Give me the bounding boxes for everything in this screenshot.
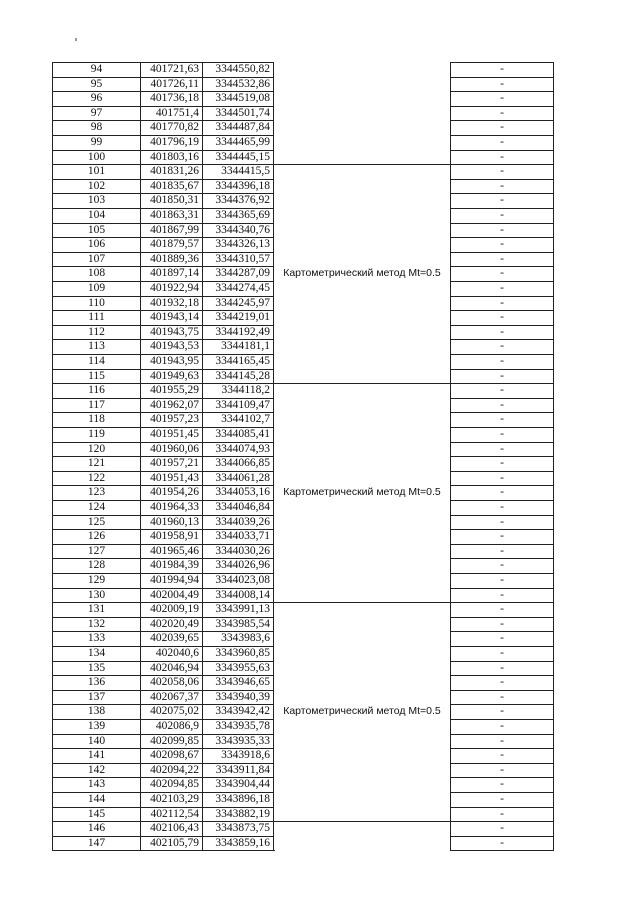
point-number-cell: 143: [52, 777, 140, 792]
note-cell: -: [450, 383, 554, 398]
table-row: [0, 77, 639, 92]
x-coordinate-cell: 401955,29: [140, 383, 202, 398]
y-coordinate-cell: 3344519,08: [202, 91, 274, 106]
y-coordinate-cell: 3344465,99: [202, 135, 274, 150]
x-coordinate-cell: 401721,63: [140, 62, 202, 77]
y-coordinate-cell: 3344053,16: [202, 485, 274, 500]
method-label: Картометрический метод Mt=0.5: [283, 705, 441, 718]
note-cell: -: [450, 602, 554, 617]
x-coordinate-cell: 401962,07: [140, 398, 202, 413]
y-coordinate-cell: 3344550,82: [202, 62, 274, 77]
point-number-cell: 98: [52, 120, 140, 135]
note-cell: -: [450, 223, 554, 238]
note-cell: -: [450, 398, 554, 413]
note-cell: -: [450, 617, 554, 632]
x-coordinate-cell: 402046,94: [140, 661, 202, 676]
x-coordinate-cell: 402103,29: [140, 792, 202, 807]
note-cell: -: [450, 675, 554, 690]
point-number-cell: 145: [52, 807, 140, 822]
x-coordinate-cell: 401958,91: [140, 529, 202, 544]
table-row: [0, 383, 639, 398]
x-coordinate-cell: 402020,49: [140, 617, 202, 632]
x-coordinate-cell: 401994,94: [140, 573, 202, 588]
note-cell: -: [450, 442, 554, 457]
table-row: [0, 602, 639, 617]
x-coordinate-cell: 401957,23: [140, 412, 202, 427]
x-coordinate-cell: 402009,19: [140, 602, 202, 617]
note-cell: -: [450, 325, 554, 340]
y-coordinate-cell: 3344415,5: [202, 164, 274, 179]
note-cell: -: [450, 179, 554, 194]
table-row: [0, 369, 639, 384]
point-number-cell: 101: [52, 164, 140, 179]
x-coordinate-cell: 402112,54: [140, 807, 202, 822]
note-cell: -: [450, 573, 554, 588]
point-number-cell: 120: [52, 442, 140, 457]
point-number-cell: 129: [52, 573, 140, 588]
point-number-cell: 109: [52, 281, 140, 296]
point-number-cell: 132: [52, 617, 140, 632]
y-coordinate-cell: 3343904,44: [202, 777, 274, 792]
note-cell: -: [450, 208, 554, 223]
point-number-cell: 103: [52, 193, 140, 208]
group-separator: [274, 164, 450, 165]
point-number-cell: 125: [52, 515, 140, 530]
note-cell: -: [450, 704, 554, 719]
x-coordinate-cell: 402106,43: [140, 821, 202, 836]
y-coordinate-cell: 3343935,78: [202, 719, 274, 734]
point-number-cell: 121: [52, 456, 140, 471]
x-coordinate-cell: 401951,43: [140, 471, 202, 486]
y-coordinate-cell: 3343960,85: [202, 646, 274, 661]
table-row: [0, 296, 639, 311]
point-number-cell: 108: [52, 266, 140, 281]
y-coordinate-cell: 3344181,1: [202, 339, 274, 354]
note-cell: -: [450, 412, 554, 427]
x-coordinate-cell: 401796,19: [140, 135, 202, 150]
table-row: [0, 836, 639, 851]
note-cell: -: [450, 427, 554, 442]
point-number-cell: 106: [52, 237, 140, 252]
y-coordinate-cell: 3344085,41: [202, 427, 274, 442]
x-coordinate-cell: 402039,65: [140, 631, 202, 646]
x-coordinate-cell: 401803,16: [140, 150, 202, 165]
x-coordinate-cell: 402004,49: [140, 588, 202, 603]
point-number-cell: 94: [52, 62, 140, 77]
table-row: [0, 821, 639, 836]
x-coordinate-cell: 401964,33: [140, 500, 202, 515]
x-coordinate-cell: 401770,82: [140, 120, 202, 135]
note-cell: -: [450, 120, 554, 135]
y-coordinate-cell: 3344245,97: [202, 296, 274, 311]
y-coordinate-cell: 3344066,85: [202, 456, 274, 471]
table-row: [0, 412, 639, 427]
x-coordinate-cell: 402067,37: [140, 690, 202, 705]
note-cell: -: [450, 631, 554, 646]
point-number-cell: 114: [52, 354, 140, 369]
y-coordinate-cell: 3344118,2: [202, 383, 274, 398]
x-coordinate-cell: 402094,22: [140, 763, 202, 778]
table-bottom-border: [52, 850, 275, 851]
point-number-cell: 110: [52, 296, 140, 311]
x-coordinate-cell: 401736,18: [140, 91, 202, 106]
point-number-cell: 116: [52, 383, 140, 398]
note-cell: -: [450, 515, 554, 530]
point-number-cell: 99: [52, 135, 140, 150]
note-cell: -: [450, 135, 554, 150]
table-row: [0, 208, 639, 223]
table-row: [0, 617, 639, 632]
point-number-cell: 119: [52, 427, 140, 442]
note-cell: -: [450, 529, 554, 544]
point-number-cell: 124: [52, 500, 140, 515]
note-cell: -: [450, 296, 554, 311]
y-coordinate-cell: 3344145,28: [202, 369, 274, 384]
y-coordinate-cell: 3344008,14: [202, 588, 274, 603]
y-coordinate-cell: 3344030,26: [202, 544, 274, 559]
note-cell: -: [450, 836, 554, 851]
point-number-cell: 127: [52, 544, 140, 559]
point-number-cell: 95: [52, 77, 140, 92]
x-coordinate-cell: 401960,06: [140, 442, 202, 457]
point-number-cell: 111: [52, 310, 140, 325]
table-row: [0, 120, 639, 135]
table-row: [0, 471, 639, 486]
y-coordinate-cell: 3344340,76: [202, 223, 274, 238]
table-row: [0, 135, 639, 150]
note-cell: -: [450, 646, 554, 661]
point-number-cell: 133: [52, 631, 140, 646]
point-number-cell: 123: [52, 485, 140, 500]
point-number-cell: 97: [52, 106, 140, 121]
point-number-cell: 137: [52, 690, 140, 705]
table-row: [0, 529, 639, 544]
note-cell: -: [450, 310, 554, 325]
table-row: [0, 223, 639, 238]
point-number-cell: 136: [52, 675, 140, 690]
note-cell: -: [450, 558, 554, 573]
note-cell: -: [450, 369, 554, 384]
y-coordinate-cell: 3343983,6: [202, 631, 274, 646]
y-coordinate-cell: 3344033,71: [202, 529, 274, 544]
point-number-cell: 134: [52, 646, 140, 661]
x-coordinate-cell: 401889,36: [140, 252, 202, 267]
y-coordinate-cell: 3343991,13: [202, 602, 274, 617]
table-row: [0, 631, 639, 646]
y-coordinate-cell: 3344445,15: [202, 150, 274, 165]
y-coordinate-cell: 3343942,42: [202, 704, 274, 719]
y-coordinate-cell: 3344287,09: [202, 266, 274, 281]
y-coordinate-cell: 3343946,65: [202, 675, 274, 690]
point-number-cell: 96: [52, 91, 140, 106]
x-coordinate-cell: 401831,26: [140, 164, 202, 179]
x-coordinate-cell: 401943,53: [140, 339, 202, 354]
point-number-cell: 142: [52, 763, 140, 778]
point-number-cell: 141: [52, 748, 140, 763]
x-coordinate-cell: 401751,4: [140, 106, 202, 121]
x-coordinate-cell: 401965,46: [140, 544, 202, 559]
note-cell: -: [450, 719, 554, 734]
y-coordinate-cell: 3344501,74: [202, 106, 274, 121]
point-number-cell: 107: [52, 252, 140, 267]
point-number-cell: 112: [52, 325, 140, 340]
table-row: [0, 325, 639, 340]
table-row: [0, 427, 639, 442]
x-coordinate-cell: 402086,9: [140, 719, 202, 734]
point-number-cell: 146: [52, 821, 140, 836]
table-row: [0, 193, 639, 208]
table-row: [0, 164, 639, 179]
note-cell: -: [450, 471, 554, 486]
y-coordinate-cell: 3343911,84: [202, 763, 274, 778]
note-cell: -: [450, 252, 554, 267]
y-coordinate-cell: 3344026,96: [202, 558, 274, 573]
point-number-cell: 100: [52, 150, 140, 165]
note-cell: -: [450, 485, 554, 500]
x-coordinate-cell: 401863,31: [140, 208, 202, 223]
note-cell: -: [450, 339, 554, 354]
table-row: [0, 807, 639, 822]
y-coordinate-cell: 3344046,84: [202, 500, 274, 515]
table-row: [0, 748, 639, 763]
point-number-cell: 115: [52, 369, 140, 384]
table-row: [0, 398, 639, 413]
table-row: [0, 573, 639, 588]
table-row: [0, 558, 639, 573]
table-bottom-border: [450, 850, 554, 851]
point-number-cell: 130: [52, 588, 140, 603]
note-cell: -: [450, 690, 554, 705]
x-coordinate-cell: 402040,6: [140, 646, 202, 661]
x-coordinate-cell: 401922,94: [140, 281, 202, 296]
point-number-cell: 122: [52, 471, 140, 486]
note-cell: -: [450, 544, 554, 559]
y-coordinate-cell: 3344074,93: [202, 442, 274, 457]
y-coordinate-cell: 3343873,75: [202, 821, 274, 836]
x-coordinate-cell: 401957,21: [140, 456, 202, 471]
table-row: [0, 91, 639, 106]
note-cell: -: [450, 821, 554, 836]
x-coordinate-cell: 401943,14: [140, 310, 202, 325]
note-cell: -: [450, 354, 554, 369]
point-number-cell: 102: [52, 179, 140, 194]
table-row: [0, 515, 639, 530]
y-coordinate-cell: 3344274,45: [202, 281, 274, 296]
y-coordinate-cell: 3343882,19: [202, 807, 274, 822]
table-row: [0, 442, 639, 457]
y-coordinate-cell: 3344376,92: [202, 193, 274, 208]
y-coordinate-cell: 3344396,18: [202, 179, 274, 194]
y-coordinate-cell: 3343896,18: [202, 792, 274, 807]
x-coordinate-cell: 402094,85: [140, 777, 202, 792]
table-row: [0, 150, 639, 165]
note-cell: -: [450, 193, 554, 208]
x-coordinate-cell: 401867,99: [140, 223, 202, 238]
note-cell: -: [450, 807, 554, 822]
note-cell: -: [450, 777, 554, 792]
point-number-cell: 118: [52, 412, 140, 427]
note-cell: -: [450, 500, 554, 515]
y-coordinate-cell: 3343985,54: [202, 617, 274, 632]
group-separator: [274, 602, 450, 603]
table-row: [0, 500, 639, 515]
y-coordinate-cell: 3344532,86: [202, 77, 274, 92]
x-coordinate-cell: 401897,14: [140, 266, 202, 281]
table-row: [0, 281, 639, 296]
note-cell: -: [450, 106, 554, 121]
y-coordinate-cell: 3343940,39: [202, 690, 274, 705]
table-row: [0, 792, 639, 807]
x-coordinate-cell: 402098,67: [140, 748, 202, 763]
group-separator: [274, 821, 450, 822]
table-row: [0, 339, 639, 354]
table-row: [0, 588, 639, 603]
note-cell: -: [450, 91, 554, 106]
table-row: [0, 456, 639, 471]
note-cell: -: [450, 734, 554, 749]
x-coordinate-cell: 402058,06: [140, 675, 202, 690]
point-number-cell: 131: [52, 602, 140, 617]
y-coordinate-cell: 3344023,08: [202, 573, 274, 588]
table-row: [0, 106, 639, 121]
x-coordinate-cell: 402075,02: [140, 704, 202, 719]
table-row: [0, 646, 639, 661]
x-coordinate-cell: 401943,95: [140, 354, 202, 369]
table-row: [0, 777, 639, 792]
x-coordinate-cell: 402105,79: [140, 836, 202, 851]
x-coordinate-cell: 401943,75: [140, 325, 202, 340]
note-cell: -: [450, 237, 554, 252]
y-coordinate-cell: 3344365,69: [202, 208, 274, 223]
note-cell: -: [450, 792, 554, 807]
point-number-cell: 128: [52, 558, 140, 573]
y-coordinate-cell: 3344165,45: [202, 354, 274, 369]
note-cell: -: [450, 266, 554, 281]
point-number-cell: 139: [52, 719, 140, 734]
x-coordinate-cell: 401879,57: [140, 237, 202, 252]
y-coordinate-cell: 3344310,57: [202, 252, 274, 267]
table-row: [0, 690, 639, 705]
y-coordinate-cell: 3344192,49: [202, 325, 274, 340]
x-coordinate-cell: 401954,26: [140, 485, 202, 500]
x-coordinate-cell: 402099,85: [140, 734, 202, 749]
table-row: [0, 179, 639, 194]
table-row: [0, 310, 639, 325]
point-number-cell: 140: [52, 734, 140, 749]
point-number-cell: 126: [52, 529, 140, 544]
y-coordinate-cell: 3344326,13: [202, 237, 274, 252]
note-cell: -: [450, 763, 554, 778]
table-row: [0, 661, 639, 676]
y-coordinate-cell: 3343918,6: [202, 748, 274, 763]
x-coordinate-cell: 401932,18: [140, 296, 202, 311]
table-row: [0, 62, 639, 77]
x-coordinate-cell: 401984,39: [140, 558, 202, 573]
y-coordinate-cell: 3343859,16: [202, 836, 274, 851]
x-coordinate-cell: 401835,67: [140, 179, 202, 194]
point-number-cell: 144: [52, 792, 140, 807]
note-cell: -: [450, 748, 554, 763]
x-coordinate-cell: 401960,13: [140, 515, 202, 530]
note-cell: -: [450, 77, 554, 92]
table-row: [0, 675, 639, 690]
note-cell: -: [450, 164, 554, 179]
note-cell: -: [450, 661, 554, 676]
note-cell: -: [450, 62, 554, 77]
x-coordinate-cell: 401850,31: [140, 193, 202, 208]
table-row: [0, 734, 639, 749]
method-label: Картометрический метод Mt=0.5: [283, 267, 441, 280]
point-number-cell: 117: [52, 398, 140, 413]
y-coordinate-cell: 3343955,63: [202, 661, 274, 676]
y-coordinate-cell: 3344061,28: [202, 471, 274, 486]
y-coordinate-cell: 3344219,01: [202, 310, 274, 325]
note-cell: -: [450, 150, 554, 165]
point-number-cell: 113: [52, 339, 140, 354]
y-coordinate-cell: 3344039,26: [202, 515, 274, 530]
y-coordinate-cell: 3343935,33: [202, 734, 274, 749]
point-number-cell: 105: [52, 223, 140, 238]
point-number-cell: 135: [52, 661, 140, 676]
point-number-cell: 104: [52, 208, 140, 223]
table-row: [0, 763, 639, 778]
scan-speck: [75, 38, 77, 41]
table-row: [0, 544, 639, 559]
x-coordinate-cell: 401726,11: [140, 77, 202, 92]
table-row: [0, 237, 639, 252]
note-cell: -: [450, 281, 554, 296]
point-number-cell: 147: [52, 836, 140, 851]
note-cell: -: [450, 588, 554, 603]
table-row: [0, 719, 639, 734]
x-coordinate-cell: 401949,63: [140, 369, 202, 384]
note-cell: -: [450, 456, 554, 471]
point-number-cell: 138: [52, 704, 140, 719]
x-coordinate-cell: 401951,45: [140, 427, 202, 442]
y-coordinate-cell: 3344487,84: [202, 120, 274, 135]
table-row: [0, 252, 639, 267]
y-coordinate-cell: 3344109,47: [202, 398, 274, 413]
method-label: Картометрический метод Mt=0.5: [283, 486, 441, 499]
table-row: [0, 354, 639, 369]
y-coordinate-cell: 3344102,7: [202, 412, 274, 427]
group-separator: [274, 383, 450, 384]
